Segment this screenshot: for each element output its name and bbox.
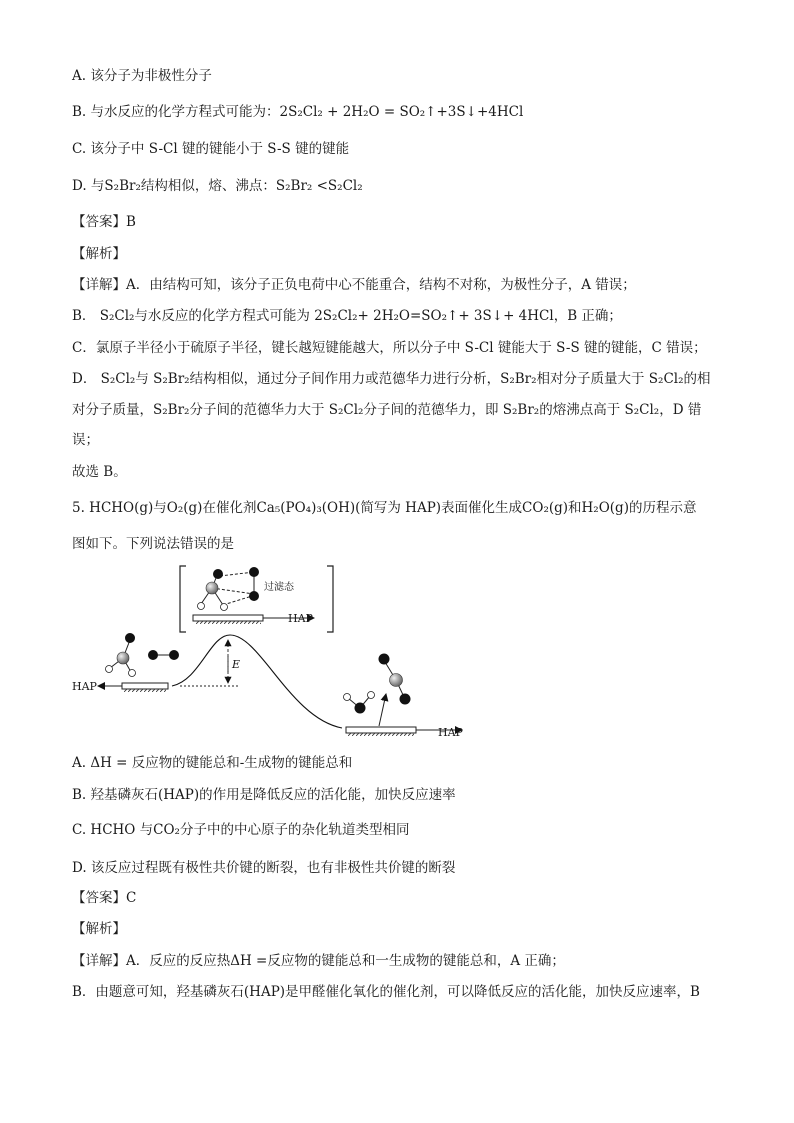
option-d: D. 与S₂Br₂结构相似，熔、沸点：S₂Br₂ <S₂Cl₂ [72, 178, 363, 194]
option-a: A. ΔH = 反应物的键能总和-生成物的键能总和 [72, 755, 353, 771]
analysis-line: B．由题意可知，羟基磷灰石(HAP)是甲醛催化氧化的催化剂，可以降低反应的活化能，加快反应速率，B [72, 984, 700, 1000]
analysis-line: 误； [72, 432, 99, 448]
answer-label: 【答案】C [72, 890, 137, 906]
analysis-title: 【解析】 [72, 921, 126, 937]
answer-label: 【答案】B [72, 214, 136, 230]
analysis-line: D． S₂Cl₂与 S₂Br₂结构相似，通过分子间作用力或范德华力进行分析，S₂Br₂相对分子质量大于 S₂Cl₂的相 [72, 371, 711, 387]
option-b: B. 羟基磷灰石(HAP)的作用是降低反应的活化能，加快反应速率 [72, 787, 456, 803]
option-c: C. HCHO 与CO₂分子中的中心原子的杂化轨道类型相同 [72, 822, 410, 838]
analysis-line: C．氯原子半径小于硫原子半径，键长越短键能越大，所以分子中 S-Cl 键能大于 S-S 键的键能，C 错误； [72, 340, 707, 356]
analysis-title: 【解析】 [72, 246, 126, 262]
question-stem: 图如下。下列说法错误的是 [72, 536, 234, 552]
product-molecules [344, 654, 463, 737]
transition-state-label: 过滤态 [264, 582, 294, 593]
option-b: B. 与水反应的化学方程式可能为：2S₂Cl₂ + 2H₂O = SO₂↑+3S↓+4HCl [72, 104, 524, 120]
analysis-line: 对分子质量，S₂Br₂分子间的范德华力大于 S₂Cl₂分子间的范德华力，即 S₂Br₂的熔沸点高于 S₂Cl₂，D 错 [72, 402, 702, 418]
question-stem: 5. HCHO(g)与O₂(g)在催化剂Ca₅(PO₄)₃(OH)(简写为 HAP)表面催化生成CO₂(g)和H₂O(g)的历程示意 [72, 500, 697, 516]
energy-label: E [232, 658, 241, 671]
option-d: D. 该反应过程既有极性共价键的断裂，也有非极性共价键的断裂 [72, 860, 456, 876]
analysis-line: 故选 B。 [72, 464, 127, 480]
energy-curve [172, 635, 342, 728]
analysis-line: 【详解】A．由结构可知，该分子正负电荷中心不能重合，结构不对称，为极性分子，A 错误； [72, 277, 636, 293]
hap-label-right: HAP [438, 726, 463, 739]
reactant-molecules [98, 633, 179, 692]
hap-label-top: HAP [288, 612, 313, 625]
option-c: C. 该分子中 S-Cl 键的键能小于 S-S 键的键能 [72, 141, 350, 157]
analysis-line: B． S₂Cl₂与水反应的化学方程式可能为 2S₂Cl₂+ 2H₂O=SO₂↑+ 3S↓+ 4HCl，B 正确； [72, 308, 622, 324]
hap-label-left: HAP [72, 680, 97, 693]
option-a: A. 该分子为非极性分子 [72, 68, 212, 84]
analysis-line: 【详解】A．反应的反应热ΔH =反应物的键能总和一生成物的键能总和，A 正确； [72, 953, 565, 969]
